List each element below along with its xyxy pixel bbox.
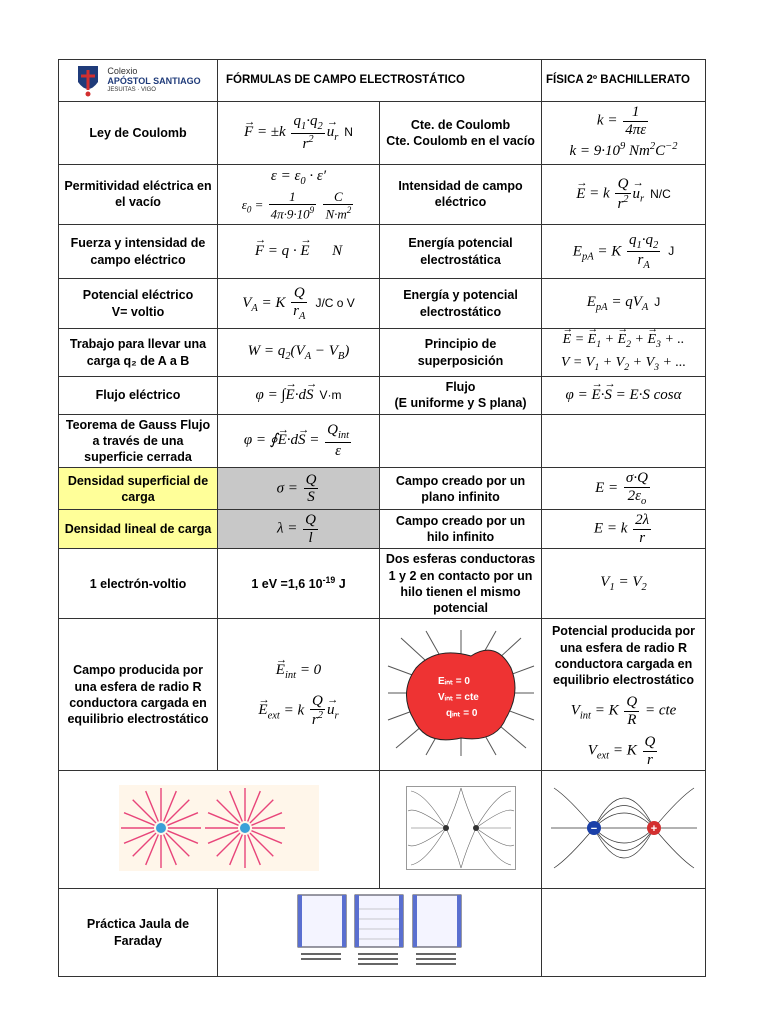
point-charges-field-diagram xyxy=(119,785,319,871)
faraday-label: Práctica Jaula de Faraday xyxy=(59,889,218,976)
energy-potential-label: Energía y potencial electrostático xyxy=(380,279,542,329)
ev-label: 1 electrón-voltio xyxy=(59,549,218,619)
coulomb-constant-label xyxy=(380,102,542,165)
row-field-diagrams xyxy=(59,771,706,889)
coulomb-formula: → F = ±k $\frac{q_1\cdot q_2}{r^2}$ → $u_r$ N xyxy=(218,102,380,165)
potential-label-1: Potencial eléctrico xyxy=(82,288,194,303)
uniform-flux-label-1: Flujo xyxy=(445,380,476,395)
work-formula: $W = q_2(V_A - V_B)$ xyxy=(218,329,380,377)
gauss-empty-cell-2 xyxy=(542,414,706,468)
force-unit: N xyxy=(332,242,343,259)
row-permittivity xyxy=(59,164,706,225)
dipole-diagram-cell xyxy=(542,771,706,889)
sphere-potential-cell: Potencial producida por una esfera de radio R conductora cargada en equilibrio electrostático $V_{int} = K$ $\frac{Q}{R}$ = cte $V_{ext} = K$ $\frac{Q}{r}$ xyxy=(542,619,706,771)
row-flux xyxy=(59,377,706,415)
row-faraday xyxy=(59,889,706,976)
repelling-charges-diagram xyxy=(406,786,516,870)
wire-field-label: Campo creado por un hilo infinito xyxy=(380,510,542,549)
force-label: Fuerza y intensidad de campo eléctrico xyxy=(59,225,218,279)
row-work xyxy=(59,329,706,377)
dipole-field-diagram xyxy=(549,778,699,878)
potential-unit: J/C o V xyxy=(315,295,355,310)
sphere-field-formula: → $E_{int} = 0$ → $E_{ext} = k$ $\frac{Q}{r^2}$ → $u_r$ xyxy=(218,619,380,771)
conductor-text-1: Eᵢₙₜ = 0 xyxy=(437,675,470,687)
school-logo-icon xyxy=(75,64,101,98)
work-label: Trabajo para llevar una carga q₂ de A a B xyxy=(59,329,218,377)
page-title: FÓRMULAS DE CAMPO ELECTROSTÁTICO xyxy=(218,60,542,102)
flux-formula: φ = ∫→ E·d→ S V·m xyxy=(218,377,380,415)
row-gauss xyxy=(59,414,706,468)
conductor-text-3: qᵢₙₜ = 0 xyxy=(445,707,477,719)
sphere-field-label: Campo producida por una esfera de radio R conductora cargada en equilibrio electrostático xyxy=(59,619,218,771)
header-row xyxy=(59,60,706,102)
uniform-flux-formula: φ = → E·→ S = E·S cosα xyxy=(542,377,706,415)
permittivity-formula: $\varepsilon = \varepsilon_0 \cdot \varepsilon'$ $\varepsilon_0$ = $\frac{1}{4\pi\cdot 9\cdot 10^9}$ $\frac{C}{N\cdot m^2}$ xyxy=(218,164,380,225)
sphere-potential-label: Potencial producida por una esfera de radio R conductora cargada en equilibrio electrostático xyxy=(551,624,696,688)
flux-label: Flujo eléctrico xyxy=(59,377,218,415)
coulomb-constant-line-2: Cte. Coulomb en el vacío xyxy=(386,133,535,148)
row-linear-density xyxy=(59,510,706,549)
permittivity-label: Permitividad eléctrica en el vacío xyxy=(59,164,218,225)
course-label: FÍSICA 2º BACHILLERATO xyxy=(542,60,706,102)
logo-cell xyxy=(59,60,218,102)
wire-field-formula: E = k $\frac{2\lambda}{r}$ xyxy=(542,510,706,549)
cte-text: cte xyxy=(658,702,677,719)
logo-line-3: JESUITAS · VIGO xyxy=(107,87,156,94)
plane-field-label: Campo creado por un plano infinito xyxy=(380,468,542,510)
intensity-label: Intensidad de campo eléctrico xyxy=(380,164,542,225)
row-force xyxy=(59,225,706,279)
ev-value-text: 1 eV =1,6 10 xyxy=(251,577,323,592)
superposition-label: Principio de superposición xyxy=(380,329,542,377)
faraday-diagram-cell xyxy=(218,889,542,976)
faraday-empty-cell xyxy=(542,889,706,976)
svg-text:+: + xyxy=(650,822,657,835)
svg-text:−: − xyxy=(590,822,597,835)
potential-formula: $V_A = K$ $\frac{Q}{r_A}$ J/C o V xyxy=(218,279,380,329)
linear-density-label: Densidad lineal de carga xyxy=(59,510,218,549)
logo-line-1: Colexio xyxy=(107,66,138,77)
surface-density-formula: σ = $\frac{Q}{S}$ xyxy=(218,468,380,510)
energy-unit: J xyxy=(668,244,675,258)
point-charges-diagram-cell xyxy=(59,771,380,889)
potential-label xyxy=(59,279,218,329)
logo-line-2: APÓSTOL SANTIAGO xyxy=(107,76,201,87)
formula-table xyxy=(58,59,706,977)
coulomb-label: Ley de Coulomb xyxy=(59,102,218,165)
plane-field-formula: E = $\frac{\sigma\cdot Q}{2\varepsilon_o}$ xyxy=(542,468,706,510)
faraday-cage-diagram xyxy=(293,889,473,971)
row-potential xyxy=(59,279,706,329)
row-coulomb xyxy=(59,102,706,165)
spheres-label: Dos esferas conductoras 1 y 2 en contacto por un hilo tienen el mismo potencial xyxy=(380,549,542,619)
ev-unit: J xyxy=(338,577,346,592)
repel-diagram-cell xyxy=(380,771,542,889)
energy-potential-formula: $E_{pA} = qV_A$ J xyxy=(542,279,706,329)
uniform-flux-label xyxy=(380,377,542,415)
row-electron-volt xyxy=(59,549,706,619)
row-surface-density xyxy=(59,468,706,510)
energy-potential-unit: J xyxy=(654,294,661,309)
energy-formula: $E_{pA} = K$ $\frac{q_1\cdot q_2}{r_A}$ J xyxy=(542,225,706,279)
intensity-unit: N/C xyxy=(650,186,671,201)
flux-unit: V·m xyxy=(319,387,342,402)
surface-density-label: Densidad superficial de carga xyxy=(59,468,218,510)
gauss-empty-cell xyxy=(380,414,542,468)
coulomb-constant-line-1: Cte. de Coulomb xyxy=(410,117,511,132)
conductor-text-2: Vᵢₙₜ = cte xyxy=(437,691,479,703)
uniform-flux-label-2: (E uniforme y S plana) xyxy=(394,396,527,411)
gauss-formula: φ = ∮→ E·d→ S = $Q_{int}$ ε xyxy=(218,414,380,468)
coulomb-constant-formula: k = $\frac{1}{4\pi\varepsilon}$ $k = 9\cdot 10^9$ $Nm^2C^{-2}$ xyxy=(542,102,706,165)
potential-label-2: V= voltio xyxy=(111,304,165,319)
linear-density-formula: λ = $\frac{Q}{l}$ xyxy=(218,510,380,549)
spheres-formula: $V_1 = V_2$ xyxy=(542,549,706,619)
superposition-formula: → E = → $E_1$ + → $E_2$ + → $E_3$ + .. $V = V_1 + V_2 + V_3$ + ... xyxy=(542,329,706,377)
ev-value xyxy=(218,549,380,619)
energy-label: Energía potencial electrostática xyxy=(380,225,542,279)
ev-exponent: -19 xyxy=(322,575,336,586)
gauss-label: Teorema de Gauss Flujo a través de una superficie cerrada xyxy=(59,414,218,468)
conductor-diagram-cell xyxy=(380,619,542,771)
row-sphere-field xyxy=(59,619,706,771)
charged-conductor-diagram xyxy=(386,628,536,758)
coulomb-unit: N xyxy=(344,125,353,140)
intensity-formula: → E = k $\frac{Q}{r^2}$ → $u_r$ N/C xyxy=(542,164,706,225)
force-formula: → F = q · → E N xyxy=(218,225,380,279)
